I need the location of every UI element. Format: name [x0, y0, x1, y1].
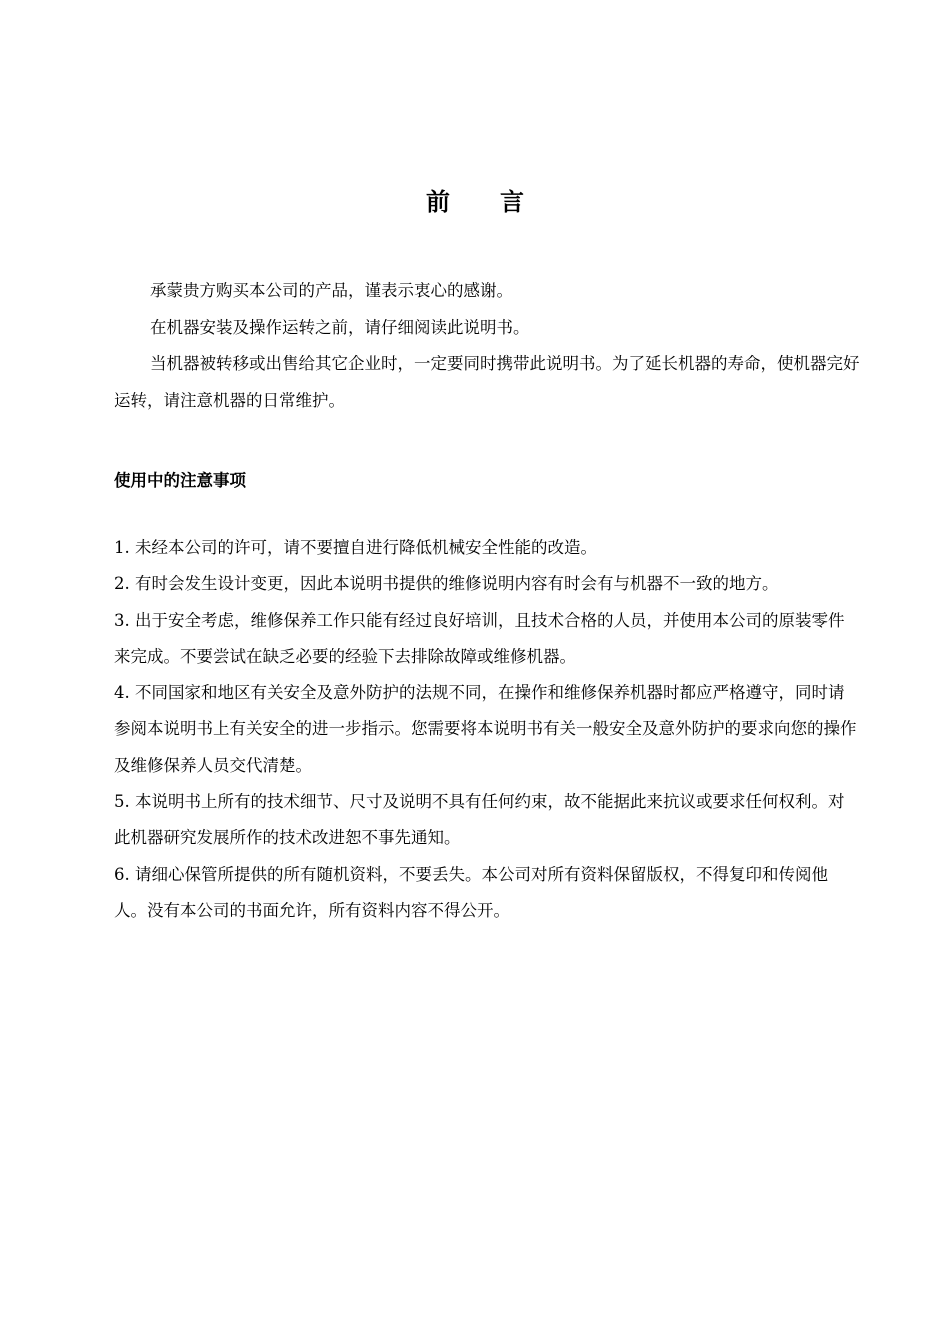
page-title: 前言 — [426, 188, 574, 216]
note-item: 6. 请细心保管所提供的所有随机资料，不要丢失。本公司对所有资料保留版权，不得复印和传阅他人。没有本公司的书面允许，所有资料内容不得公开。 — [114, 864, 828, 920]
note-item: 2. 有时会发生设计变更，因此本说明书提供的维修说明内容有时会有与机器不一致的地方。 — [114, 574, 779, 594]
note-item: 1. 未经本公司的许可，请不要擅自进行降低机械安全性能的改造。 — [114, 538, 597, 557]
note-item: 5. 本说明书上所有的技术细节、尺寸及说明不具有任何约束，故不能据此来抗议或要求任何权利。对此机器研究发展所作的技术改进恕不事先通知。 — [114, 792, 845, 848]
intro-section — [114, 273, 874, 419]
intro-paragraph: 承蒙贵方购买本公司的产品，谨表示衷心的感谢。 — [150, 281, 513, 300]
notes-list — [114, 530, 859, 929]
intro-paragraph: 当机器被转移或出售给其它企业时，一定要同时携带此说明书。为了延长机器的寿命，使机器完好运转，请注意机器的日常维护。 — [114, 354, 860, 410]
note-item: 3. 出于安全考虑，维修保养工作只能有经过良好培训，且技术合格的人员，并使用本公司的原装零件来完成。不要尝试在缺乏必要的经验下去排除故障或维修机器。 — [114, 610, 845, 666]
intro-paragraph: 在机器安装及操作运转之前，请仔细阅读此说明书。 — [150, 317, 530, 337]
note-item: 4. 不同国家和地区有关安全及意外防护的法规不同，在操作和维修保养机器时都应严格遵守，同时请参阅本说明书上有关安全的进一步指示。您需要将本说明书有关一般安全及意外防护的要求向您的操作及维修保养人员交代清楚。 — [114, 683, 857, 775]
section-heading: 使用中的注意事项 — [114, 471, 246, 490]
